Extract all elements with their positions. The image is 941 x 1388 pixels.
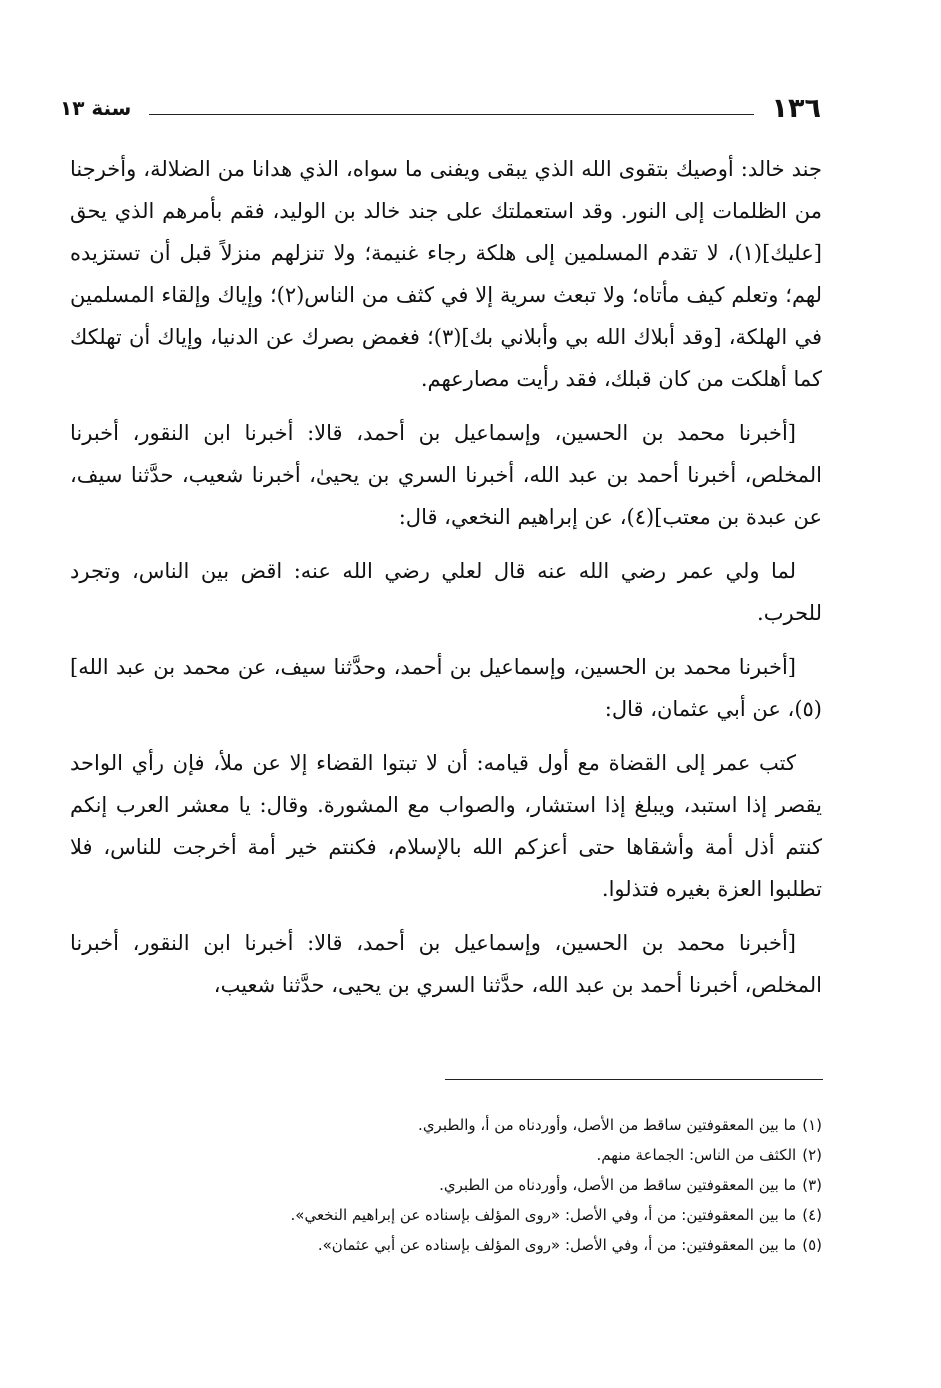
footnote-mark: (٣): [802, 1176, 822, 1194]
footnote-text: ما بين المعقوفتين ساقط من الأصل، وأوردناه من أ، والطبري.: [418, 1116, 797, 1134]
footnote-mark: (٤): [802, 1206, 822, 1224]
footnote-text: الكثف من الناس: الجماعة منهم.: [596, 1146, 797, 1164]
footnote-text: ما بين المعقوفتين: من أ، وفي الأصل: «روى المؤلف بإسناده عن إبراهيم النخعي».: [290, 1206, 797, 1224]
footnote-mark: (٥): [802, 1236, 822, 1254]
paragraph: لما ولي عمر رضي الله عنه قال لعلي رضي الله عنه: اقض بين الناس، وتجرد للحرب.: [70, 559, 822, 625]
paragraph: جند خالد: أوصيك بتقوى الله الذي يبقى ويفنى ما سواه، الذي هدانا من الضلالة، وأخرجنا من الظلمات إلى النور. وقد استعملتك على جند خالد بن الوليد، فقم بأمرهم الذي يحق [عليك](١)، لا تقدم المسلمين إلى هلكة رجاء غنيمة؛ ولا تنزلهم منزلاً قبل أن تستزيده لهم؛ وتعلم كيف مأتاه؛ ولا تبعث سرية إلا في كثف من الناس(٢)؛ وإياك وإلقاء المسلمين في الهلكة، [وقد أبلاك الله بي وأبلاني بك](٣)؛ فغمض بصرك عن الدنيا، وإياك أن تهلكك كما أهلكت من كان قبلك، فقد رأيت مصارعهم.: [70, 157, 822, 391]
page-header: [60, 88, 821, 128]
footnote: [70, 1140, 822, 1170]
main-text: [70, 148, 822, 1018]
footnote-separator: [445, 1079, 823, 1080]
footnote: [70, 1170, 822, 1200]
footnote-mark: (٢): [802, 1146, 822, 1164]
footnote-text: ما بين المعقوفتين ساقط من الأصل، وأوردناه من الطبري.: [439, 1176, 797, 1194]
footnote: [70, 1200, 822, 1230]
footnote: [70, 1230, 822, 1260]
page-number: ١٣٦: [771, 92, 821, 124]
paragraph: كتب عمر إلى القضاة مع أول قيامه: أن لا تبتوا القضاء إلا عن ملأ، فإن رأي الواحد يقصر إذا استبد، ويبلغ إذا استشار، والصواب مع المشورة. وقال: يا معشر العرب إنكم كنتم أذل أمة وأشقاها حتى أعزكم الله بالإسلام، فكنتم خير أمة أخرجت للناس، فلا تطلبوا العزة بغيره فتذلوا.: [70, 751, 822, 901]
footnotes: [70, 1110, 822, 1260]
footnote: [70, 1110, 822, 1140]
paragraph: [أخبرنا محمد بن الحسين، وإسماعيل بن أحمد، قالا: أخبرنا ابن النقور، أخبرنا المخلص، أخبرنا أحمد بن عبد الله، حدَّثنا السري بن يحيى، حدَّثنا شعيب،: [70, 931, 822, 997]
footnote-text: ما بين المعقوفتين: من أ، وفي الأصل: «روى المؤلف بإسناده عن أبي عثمان».: [317, 1236, 797, 1254]
running-head: سنة ١٣: [60, 96, 132, 120]
header-rule: [149, 114, 753, 115]
paragraph: [أخبرنا محمد بن الحسين، وإسماعيل بن أحمد، وحدَّثنا سيف، عن محمد بن عبد الله](٥)، عن أبي عثمان، قال:: [70, 655, 822, 721]
paragraph: [أخبرنا محمد بن الحسين، وإسماعيل بن أحمد، قالا: أخبرنا ابن النقور، أخبرنا المخلص، أخبرنا أحمد بن عبد الله، أخبرنا السري بن يحيىٰ، أخبرنا شعيب، حدَّثنا سيف، عن عبدة بن معتب](٤)، عن إبراهيم النخعي، قال:: [70, 421, 822, 529]
footnote-mark: (١): [802, 1116, 822, 1134]
